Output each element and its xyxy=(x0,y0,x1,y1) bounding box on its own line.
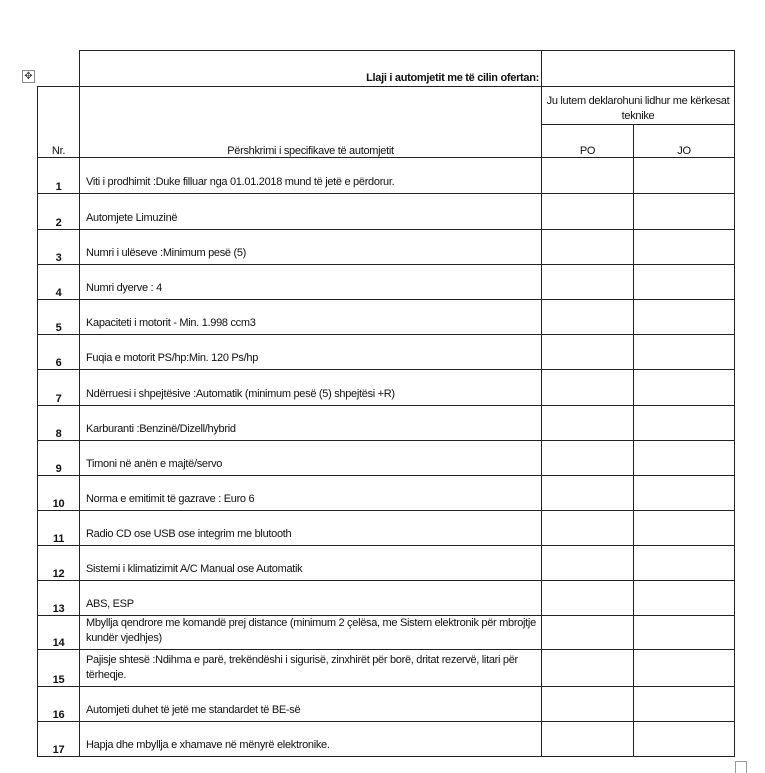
table-row xyxy=(38,158,735,194)
row-description: Pajisje shtesë :Ndihma e parë, trekëndëshi i sigurisë, zinxhirët për borë, dritat rezervë, litari për tërheqje. xyxy=(80,650,542,687)
declaration-header: Ju lutem deklarohuni lidhur me kërkesat teknike xyxy=(542,87,735,125)
yes-answer-cell[interactable] xyxy=(542,722,634,757)
table-row xyxy=(38,722,735,757)
table-row xyxy=(38,335,735,370)
table-row xyxy=(38,616,735,650)
yes-answer-cell[interactable] xyxy=(542,335,634,370)
table-move-handle-icon[interactable]: ✥ xyxy=(22,70,35,83)
row-number: 5 xyxy=(38,300,80,335)
table-row xyxy=(38,650,735,687)
table-row xyxy=(38,511,735,546)
vehicle-type-value-cell[interactable] xyxy=(542,51,735,87)
no-answer-cell[interactable] xyxy=(634,158,735,194)
row-description: Automjete Limuzinë xyxy=(80,194,542,230)
row-number: 4 xyxy=(38,265,80,300)
yes-answer-cell[interactable] xyxy=(542,441,634,476)
table-row xyxy=(38,265,735,300)
table-row xyxy=(38,687,735,722)
table-row xyxy=(38,194,735,230)
row-description: Hapja dhe mbyllja e xhamave në mënyrë elektronike. xyxy=(80,722,542,757)
row-description: Timoni në anën e majtë/servo xyxy=(80,441,542,476)
row-number: 3 xyxy=(38,230,80,265)
row-description: Radio CD ose USB ose integrim me blutooth xyxy=(80,511,542,546)
no-answer-cell[interactable] xyxy=(634,546,735,581)
row-number: 16 xyxy=(38,687,80,722)
table-row xyxy=(38,581,735,616)
yes-answer-cell[interactable] xyxy=(542,406,634,441)
row-description: Automjeti duhet të jetë me standardet të BE-së xyxy=(80,687,542,722)
row-number: 1 xyxy=(38,158,80,194)
table-row xyxy=(38,441,735,476)
row-description: Fuqia e motorit PS/hp:Min. 120 Ps/hp xyxy=(80,335,542,370)
no-answer-cell[interactable] xyxy=(634,194,735,230)
row-description: Mbyllja qendrore me komandë prej distance (minimum 2 çelësa, me Sistem elektronik për mbrojtje kundër vjedhjes) xyxy=(80,616,542,650)
row-number: 14 xyxy=(38,616,80,650)
yes-answer-cell[interactable] xyxy=(542,370,634,406)
no-answer-cell[interactable] xyxy=(634,370,735,406)
no-answer-cell[interactable] xyxy=(634,230,735,265)
yes-answer-cell[interactable] xyxy=(542,300,634,335)
yes-answer-cell[interactable] xyxy=(542,581,634,616)
table-row xyxy=(38,300,735,335)
row-number: 7 xyxy=(38,370,80,406)
row-number: 8 xyxy=(38,406,80,441)
row-description: Karburanti :Benzinë/Dizell/hybrid xyxy=(80,406,542,441)
description-header: Përshkrimi i specifikave të automjetit xyxy=(80,87,542,158)
row-number: 15 xyxy=(38,650,80,687)
no-answer-cell[interactable] xyxy=(634,581,735,616)
row-description: Numri dyerve : 4 xyxy=(80,265,542,300)
yes-answer-cell[interactable] xyxy=(542,230,634,265)
table-row xyxy=(38,406,735,441)
yes-answer-cell[interactable] xyxy=(542,687,634,722)
no-answer-cell[interactable] xyxy=(634,511,735,546)
table-row xyxy=(38,370,735,406)
nr-header: Nr. xyxy=(38,87,80,158)
title-row xyxy=(38,51,735,87)
row-description: Norma e emitimit të gazrave : Euro 6 xyxy=(80,476,542,511)
yes-answer-cell[interactable] xyxy=(542,616,634,650)
row-number: 6 xyxy=(38,335,80,370)
yes-header: PO xyxy=(542,125,634,158)
no-answer-cell[interactable] xyxy=(634,335,735,370)
no-answer-cell[interactable] xyxy=(634,265,735,300)
row-number: 11 xyxy=(38,511,80,546)
yes-answer-cell[interactable] xyxy=(542,650,634,687)
yes-answer-cell[interactable] xyxy=(542,194,634,230)
vehicle-type-label: Llaji i automjetit me të cilin ofertan: xyxy=(80,51,542,87)
no-answer-cell[interactable] xyxy=(634,616,735,650)
blank-cell xyxy=(38,51,80,87)
row-number: 17 xyxy=(38,722,80,757)
no-answer-cell[interactable] xyxy=(634,441,735,476)
header-row xyxy=(38,87,735,125)
yes-answer-cell[interactable] xyxy=(542,511,634,546)
row-description: ABS, ESP xyxy=(80,581,542,616)
row-number: 12 xyxy=(38,546,80,581)
row-number: 13 xyxy=(38,581,80,616)
table-row xyxy=(38,230,735,265)
yes-answer-cell[interactable] xyxy=(542,476,634,511)
no-answer-cell[interactable] xyxy=(634,406,735,441)
no-answer-cell[interactable] xyxy=(634,650,735,687)
row-description: Viti i prodhimit :Duke filluar nga 01.01.2018 mund të jetë e përdorur. xyxy=(80,158,542,194)
no-answer-cell[interactable] xyxy=(634,300,735,335)
yes-answer-cell[interactable] xyxy=(542,265,634,300)
no-answer-cell[interactable] xyxy=(634,722,735,757)
row-description: Numri i ulëseve :Minimum pesë (5) xyxy=(80,230,542,265)
no-header: JO xyxy=(634,125,735,158)
page-corner-mark xyxy=(735,761,747,773)
row-number: 2 xyxy=(38,194,80,230)
table-row xyxy=(38,546,735,581)
yes-answer-cell[interactable] xyxy=(542,158,634,194)
row-number: 10 xyxy=(38,476,80,511)
row-number: 9 xyxy=(38,441,80,476)
no-answer-cell[interactable] xyxy=(634,476,735,511)
row-description: Sistemi i klimatizimit A/C Manual ose Automatik xyxy=(80,546,542,581)
yes-answer-cell[interactable] xyxy=(542,546,634,581)
row-description: Kapaciteti i motorit - Min. 1.998 ccm3 xyxy=(80,300,542,335)
table-row xyxy=(38,476,735,511)
row-description: Ndërruesi i shpejtësive :Automatik (minimum pesë (5) shpejtësi +R) xyxy=(80,370,542,406)
specification-table xyxy=(37,50,735,757)
no-answer-cell[interactable] xyxy=(634,687,735,722)
